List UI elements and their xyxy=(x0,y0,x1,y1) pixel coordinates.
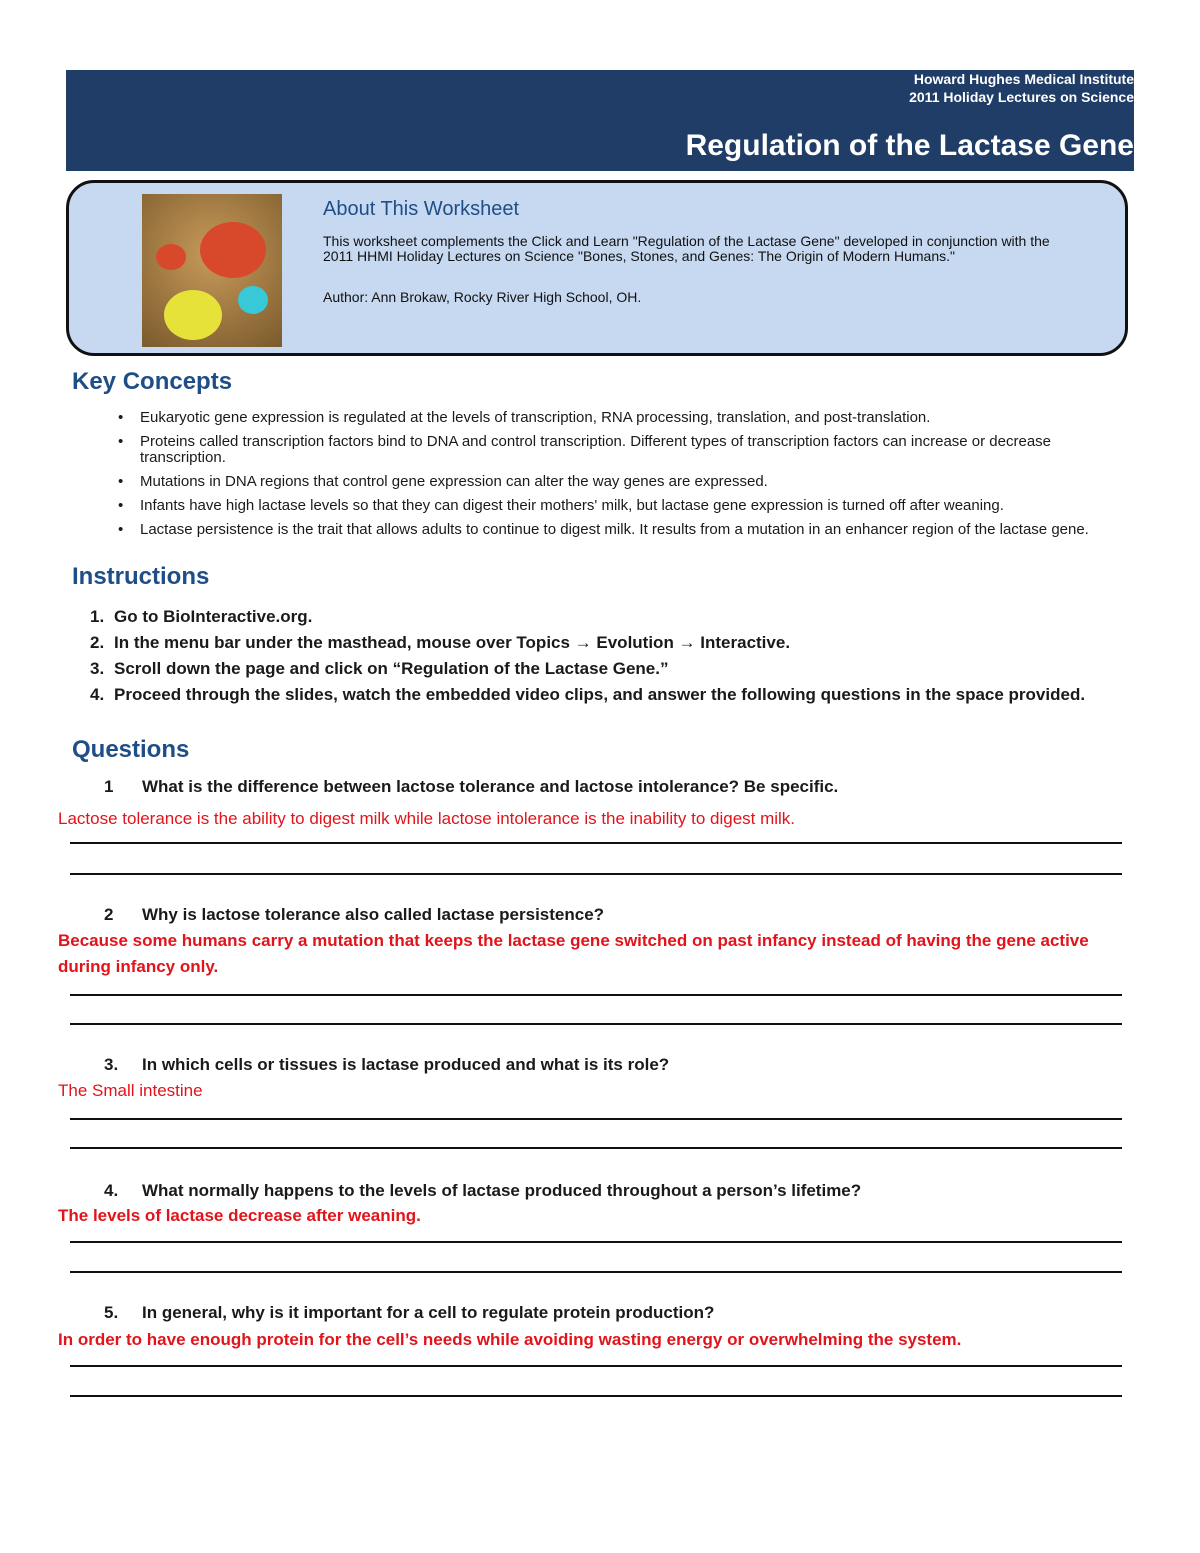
about-description: This worksheet complements the Click and Learn "Regulation of the Lactase Gene" developed in conjunction with the 2011 HHMI Holiday Lectures on Science "Bones, Stones, and Genes: The Origin of Modern Humans." xyxy=(323,233,1050,264)
organization-name xyxy=(909,70,1134,106)
answer-line xyxy=(70,1241,1122,1243)
question-label: In general, why is it important for a cell to regulate protein production? xyxy=(142,1303,715,1322)
instruction-item xyxy=(90,682,1100,708)
instruction-text: Scroll down the page and click on “Regulation of the Lactase Gene.” xyxy=(114,659,669,678)
question-label: In which cells or tissues is lactase produced and what is its role? xyxy=(142,1055,670,1074)
question-label: Why is lactose tolerance also called lactase persistence? xyxy=(142,905,605,924)
question-label: What normally happens to the levels of lactase produced throughout a person’s lifetime? xyxy=(142,1181,862,1200)
question-number: 3. xyxy=(104,1055,119,1074)
key-concepts-list xyxy=(118,410,1128,546)
answer-line xyxy=(70,873,1122,875)
instruction-number: 2. xyxy=(90,633,105,652)
instruction-number: 4. xyxy=(90,685,105,704)
question-text xyxy=(104,904,604,926)
questions-heading: Questions xyxy=(72,736,190,763)
answer-text: Because some humans carry a mutation that keeps the lactase gene switched on past infancy instead of having the gene active during infancy only. xyxy=(58,931,1089,976)
instruction-item xyxy=(90,630,1100,656)
key-concept-item: • Lactase persistence is the trait that allows adults to continue to digest milk. It results from a mutation in an enhancer region of the lactase gene. xyxy=(118,522,1128,538)
org-line-1: Howard Hughes Medical Institute xyxy=(913,71,1134,87)
instruction-number: 3. xyxy=(90,659,105,678)
question-number: 2 xyxy=(104,905,114,924)
answer-line xyxy=(70,1365,1122,1367)
instructions-heading: Instructions xyxy=(72,563,210,590)
answer-text: In order to have enough protein for the cell’s needs while avoiding wasting energy or overwhelming the system. xyxy=(58,1330,962,1349)
instruction-text: Go to BioInteractive.org. xyxy=(114,607,313,626)
question-text xyxy=(104,1302,714,1324)
answer-line xyxy=(70,1395,1122,1397)
key-concept-item: • Proteins called transcription factors bind to DNA and control transcription. Different types of transcription factors can increase or decrease transcription. xyxy=(118,434,1128,466)
question-number: 1 xyxy=(104,777,114,796)
question-text xyxy=(104,776,838,798)
answer-line xyxy=(70,1147,1122,1149)
instruction-item xyxy=(90,656,1100,682)
header-banner xyxy=(66,70,1134,171)
question-number: 5. xyxy=(104,1303,119,1322)
instruction-number: 1. xyxy=(90,607,105,626)
answer-line xyxy=(70,1023,1122,1025)
key-concept-item: • Eukaryotic gene expression is regulated at the levels of transcription, RNA processing, translation, and post-translation. xyxy=(118,410,1128,426)
about-author: Author: Ann Brokaw, Rocky River High School, OH. xyxy=(323,289,642,305)
question-label: What is the difference between lactose tolerance and lactose intolerance? Be specific. xyxy=(142,777,839,796)
key-concepts-heading: Key Concepts xyxy=(72,368,233,395)
instruction-text: Proceed through the slides, watch the embedded video clips, and answer the following questions in the space provided. xyxy=(114,685,1086,704)
answer-line xyxy=(70,842,1122,844)
about-heading: About This Worksheet xyxy=(323,198,520,220)
question-text xyxy=(104,1054,669,1076)
instruction-text: In the menu bar under the masthead, mouse over Topics → Evolution → Interactive. xyxy=(114,633,791,652)
answer-line xyxy=(70,994,1122,996)
key-concept-item: • Infants have high lactase levels so that they can digest their mothers' milk, but lactase gene expression is turned off after weaning. xyxy=(118,498,1128,514)
page-title: Regulation of the Lactase Gene xyxy=(685,129,1134,162)
protein-structures-image xyxy=(142,194,282,347)
answer-text: The levels of lactase decrease after weaning. xyxy=(58,1206,421,1225)
question-number: 4. xyxy=(104,1181,119,1200)
instructions-list xyxy=(90,604,1100,708)
org-line-2: 2011 Holiday Lectures on Science xyxy=(909,89,1134,105)
answer-line xyxy=(70,1118,1122,1120)
answer-text: Lactose tolerance is the ability to digest milk while lactose intolerance is the inability to digest milk. xyxy=(58,809,796,828)
answer-line xyxy=(70,1271,1122,1273)
answer-text: The Small intestine xyxy=(58,1081,203,1100)
key-concept-item: • Mutations in DNA regions that control gene expression can alter the way genes are expressed. xyxy=(118,474,1128,490)
instruction-item xyxy=(90,604,1100,630)
question-text xyxy=(104,1180,861,1202)
